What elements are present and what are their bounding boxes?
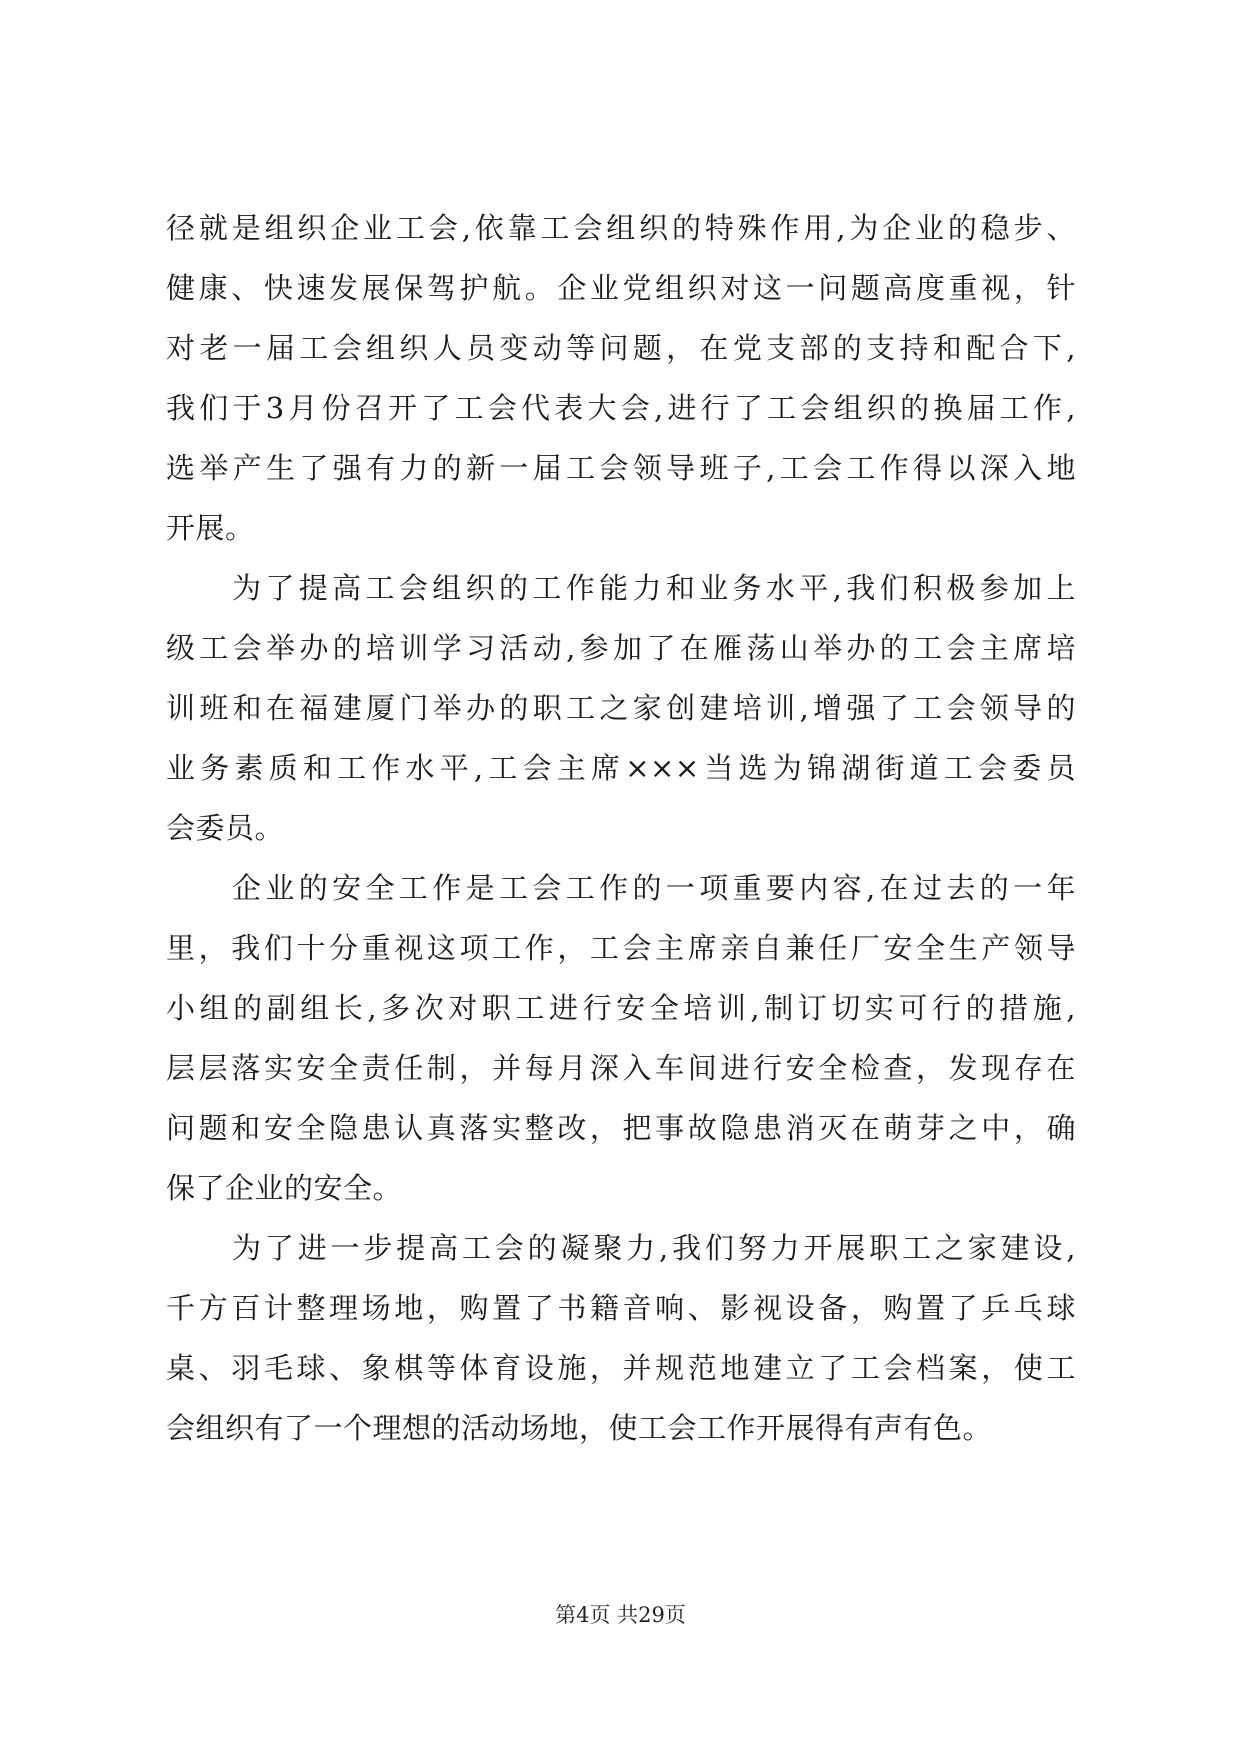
paragraph-line: 我们于3月份召开了工会代表大会,进行了工会组织的换届工作, [166, 391, 1076, 425]
paragraph-line: 训班和在福建厦门举办的职工之家创建培训,增强了工会领导的 [166, 691, 1076, 725]
paragraph-line: 级工会举办的培训学习活动,参加了在雁荡山举办的工会主席培 [166, 631, 1076, 665]
paragraph [166, 858, 1076, 1218]
paragraph-line: 里，我们十分重视这项工作，工会主席亲自兼任厂安全生产领导 [166, 931, 1076, 965]
paragraph-line: 问题和安全隐患认真落实整改，把事故隐患消灭在萌芽之中，确 [166, 1111, 1076, 1145]
paragraph-line: 对老一届工会组织人员变动等问题，在党支部的支持和配合下, [166, 331, 1076, 365]
paragraph-line: 会委员。 [166, 811, 285, 845]
paragraph-line: 保了企业的安全。 [166, 1171, 403, 1205]
paragraph-line: 小组的副组长,多次对职工进行安全培训,制订切实可行的措施, [166, 991, 1076, 1025]
paragraph-line: 开展。 [166, 511, 255, 545]
paragraph-line: 层层落实安全责任制，并每月深入车间进行安全检查，发现存在 [166, 1051, 1076, 1085]
paragraph [166, 198, 1076, 558]
paragraph-line: 千方百计整理场地，购置了书籍音响、影视设备，购置了乒乓球 [166, 1291, 1076, 1325]
paragraph-line: 业务素质和工作水平,工会主席×××当选为锦湖街道工会委员 [166, 751, 1076, 785]
body-text [166, 198, 1076, 1458]
paragraph-line: 为了提高工会组织的工作能力和业务水平,我们积极参加上 [232, 571, 1076, 605]
paragraph [166, 1218, 1076, 1458]
paragraph-line: 健康、快速发展保驾护航。企业党组织对这一问题高度重视，针 [166, 271, 1076, 305]
paragraph [166, 558, 1076, 858]
paragraph-line: 为了进一步提高工会的凝聚力,我们努力开展职工之家建设, [232, 1231, 1076, 1265]
paragraph-line: 选举产生了强有力的新一届工会领导班子,工会工作得以深入地 [166, 451, 1076, 485]
paragraph-line: 会组织有了一个理想的活动场地，使工会工作开展得有声有色。 [166, 1411, 993, 1445]
paragraph-line: 企业的安全工作是工会工作的一项重要内容,在过去的一年 [232, 871, 1076, 905]
page-number-footer: 第4页 共29页 [555, 1603, 686, 1627]
paragraph-line: 桌、羽毛球、象棋等体育设施，并规范地建立了工会档案，使工 [166, 1351, 1076, 1385]
paragraph-line: 径就是组织企业工会,依靠工会组织的特殊作用,为企业的稳步、 [166, 211, 1076, 245]
